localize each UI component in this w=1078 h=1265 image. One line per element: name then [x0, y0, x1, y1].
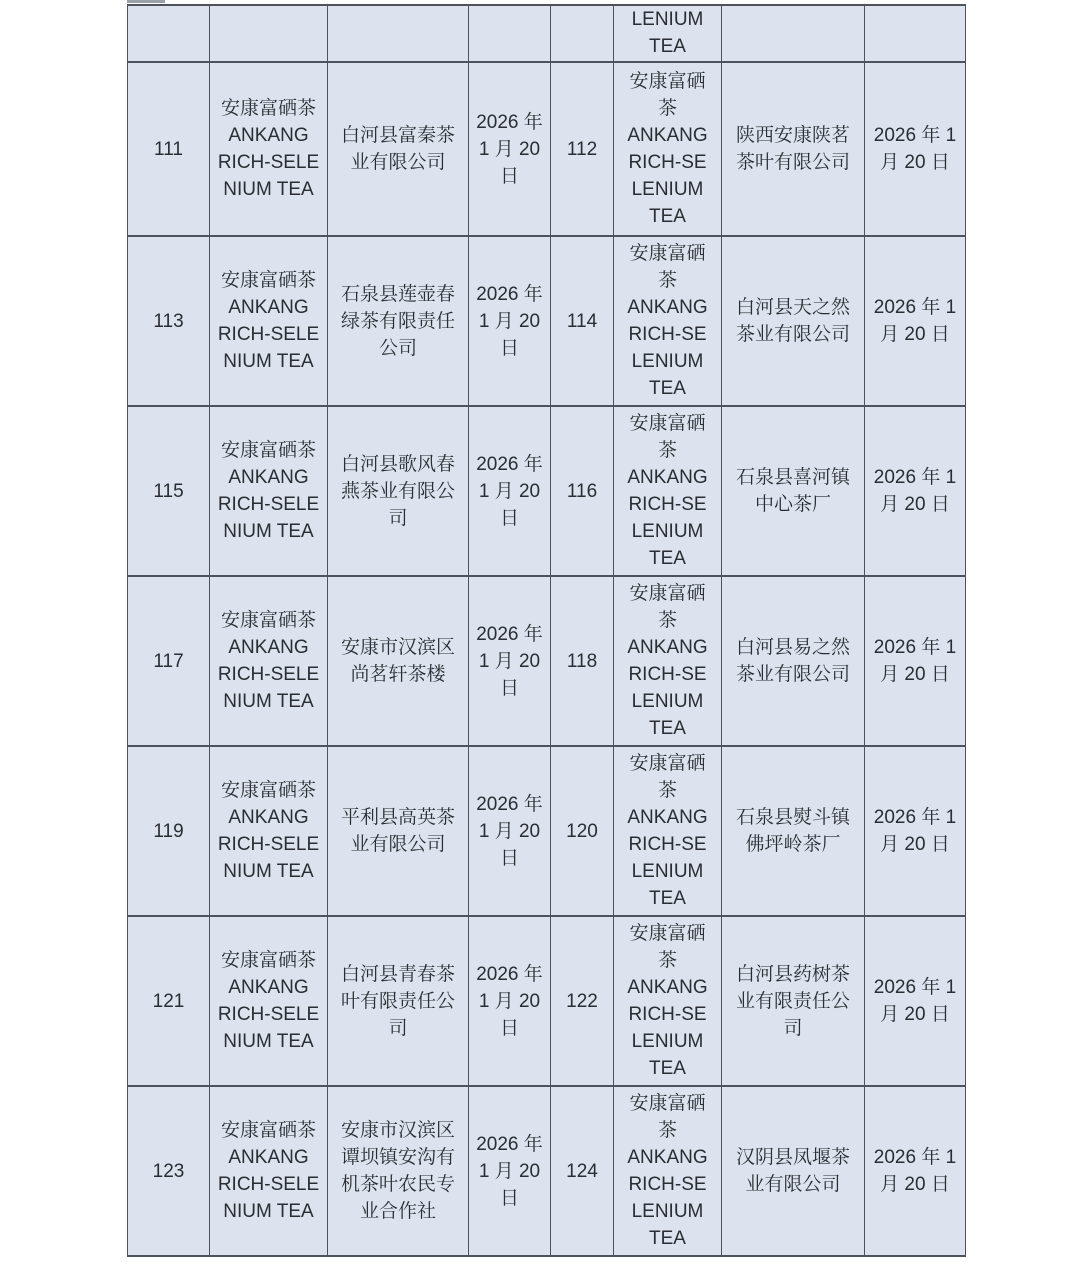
company-cell-right: 白河县天之然 茶业有限公司	[722, 236, 865, 406]
cut-off-border-artifact	[127, 0, 165, 3]
index-cell-right: 120	[551, 746, 614, 916]
index-cell-left: 119	[128, 746, 210, 916]
company-cell-left: 白河县青春茶 叶有限责任公 司	[328, 916, 469, 1086]
index-cell-right: 122	[551, 916, 614, 1086]
company-cell-right: 石泉县熨斗镇 佛坪岭茶厂	[722, 746, 865, 916]
date-cell-right	[865, 5, 966, 62]
table-row	[128, 236, 966, 406]
company-cell-left: 石泉县莲壶春 绿茶有限责任 公司	[328, 236, 469, 406]
company-cell-left: 平利县高英茶 业有限公司	[328, 746, 469, 916]
date-cell-right: 2026 年 1 月 20 日	[865, 406, 966, 576]
index-cell-left: 121	[128, 916, 210, 1086]
index-cell-left: 117	[128, 576, 210, 746]
date-cell-left: 2026 年 1 月 20 日	[469, 576, 551, 746]
product-name-cell-right: 安康富硒 茶 ANKANG RICH-SE LENIUM TEA	[614, 236, 722, 406]
index-cell-right: 114	[551, 236, 614, 406]
index-cell-right	[551, 5, 614, 62]
index-cell-left: 113	[128, 236, 210, 406]
index-cell-left: 111	[128, 62, 210, 236]
index-cell-left: 115	[128, 406, 210, 576]
product-name-cell-left: 安康富硒茶 ANKANG RICH-SELE NIUM TEA	[210, 406, 328, 576]
company-cell-right: 石泉县喜河镇 中心茶厂	[722, 406, 865, 576]
product-name-cell-left: 安康富硒茶 ANKANG RICH-SELE NIUM TEA	[210, 916, 328, 1086]
index-cell-left	[128, 5, 210, 62]
company-cell-right: 陕西安康陕茗 茶叶有限公司	[722, 62, 865, 236]
product-name-cell-right: 安康富硒 茶 ANKANG RICH-SE LENIUM TEA	[614, 406, 722, 576]
date-cell-left: 2026 年 1 月 20 日	[469, 236, 551, 406]
index-cell-right: 124	[551, 1086, 614, 1256]
index-cell-left: 123	[128, 1086, 210, 1256]
table-row	[128, 1086, 966, 1256]
date-cell-right: 2026 年 1 月 20 日	[865, 746, 966, 916]
company-cell-left: 安康市汉滨区 尚茗轩茶楼	[328, 576, 469, 746]
product-name-cell-left: 安康富硒茶 ANKANG RICH-SELE NIUM TEA	[210, 576, 328, 746]
product-name-cell-left: 安康富硒茶 ANKANG RICH-SELE NIUM TEA	[210, 62, 328, 236]
date-cell-left: 2026 年 1 月 20 日	[469, 1086, 551, 1256]
date-cell-left: 2026 年 1 月 20 日	[469, 406, 551, 576]
date-cell-left	[469, 5, 551, 62]
company-cell-left: 白河县歌风春 燕茶业有限公 司	[328, 406, 469, 576]
table-row	[128, 406, 966, 576]
company-cell-left: 安康市汉滨区 谭坝镇安沟有 机茶叶农民专 业合作社	[328, 1086, 469, 1256]
product-name-cell-left: 安康富硒茶 ANKANG RICH-SELE NIUM TEA	[210, 236, 328, 406]
product-name-cell-right: 安康富硒 茶 ANKANG RICH-SE LENIUM TEA	[614, 62, 722, 236]
date-cell-left: 2026 年 1 月 20 日	[469, 746, 551, 916]
product-name-cell-left: 安康富硒茶 ANKANG RICH-SELE NIUM TEA	[210, 1086, 328, 1256]
product-name-cell-right: 安康富硒 茶 ANKANG RICH-SE LENIUM TEA	[614, 746, 722, 916]
table-row-partial	[128, 5, 966, 62]
index-cell-right: 118	[551, 576, 614, 746]
product-name-cell-right: 安康富硒 茶 ANKANG RICH-SE LENIUM TEA	[614, 916, 722, 1086]
table-row	[128, 916, 966, 1086]
date-cell-left: 2026 年 1 月 20 日	[469, 916, 551, 1086]
date-cell-right: 2026 年 1 月 20 日	[865, 236, 966, 406]
table-row	[128, 62, 966, 236]
index-cell-right: 116	[551, 406, 614, 576]
date-cell-right: 2026 年 1 月 20 日	[865, 916, 966, 1086]
date-cell-right: 2026 年 1 月 20 日	[865, 62, 966, 236]
index-cell-right: 112	[551, 62, 614, 236]
company-cell-right: 白河县易之然 茶业有限公司	[722, 576, 865, 746]
table-row	[128, 576, 966, 746]
certificate-table	[127, 4, 966, 1257]
product-name-cell-right: LENIUM TEA	[614, 5, 722, 62]
company-cell-right: 白河县药树茶 业有限责任公 司	[722, 916, 865, 1086]
date-cell-right: 2026 年 1 月 20 日	[865, 576, 966, 746]
product-name-cell-right: 安康富硒 茶 ANKANG RICH-SE LENIUM TEA	[614, 576, 722, 746]
company-cell-left	[328, 5, 469, 62]
company-cell-right: 汉阴县凤堰茶 业有限公司	[722, 1086, 865, 1256]
product-name-cell-left	[210, 5, 328, 62]
date-cell-right: 2026 年 1 月 20 日	[865, 1086, 966, 1256]
table-row	[128, 746, 966, 916]
company-cell-left: 白河县富秦茶 业有限公司	[328, 62, 469, 236]
product-name-cell-right: 安康富硒 茶 ANKANG RICH-SE LENIUM TEA	[614, 1086, 722, 1256]
product-name-cell-left: 安康富硒茶 ANKANG RICH-SELE NIUM TEA	[210, 746, 328, 916]
date-cell-left: 2026 年 1 月 20 日	[469, 62, 551, 236]
company-cell-right	[722, 5, 865, 62]
